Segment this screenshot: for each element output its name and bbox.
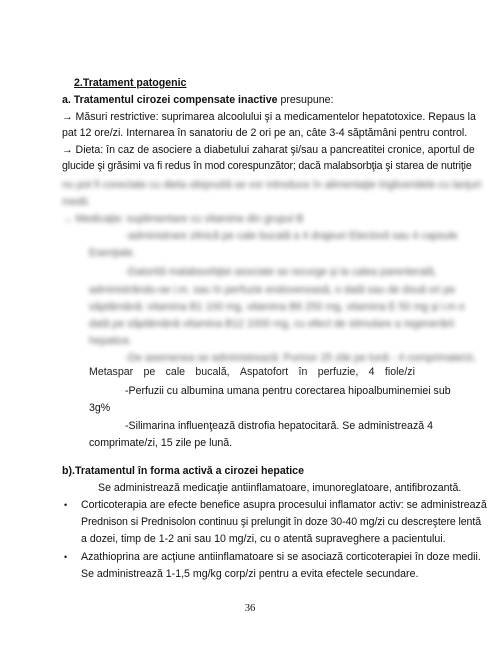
paragraph-dieta-line-3-blurred: nu pot fi corectate cu dieta obişnuită se vor introduce în alimentaţie trigliceridele cu lanţuri bbox=[62, 179, 482, 191]
blurred-line-3: -Datorită malabsorbţiei asociate se recurge şi la calea parenterală, bbox=[125, 266, 437, 278]
blurred-line-7: hepatice. bbox=[89, 335, 132, 347]
paragraph-dieta-line-1: → Dieta: în caz de asociere a diabetului zaharat şi/sau a pancreatitei cronice, aportul de bbox=[62, 144, 475, 156]
bullet1-line-3: a dozei, timp de 1-2 ani sau 10 mg/zi, cu o atentă supraveghere a pacientului. bbox=[81, 533, 446, 545]
arrow-icon: → bbox=[62, 144, 73, 156]
metaspar-line: Metaspar pe cale bucală, Aspatofort în perfuzie, 4 fiole/zi bbox=[89, 366, 415, 378]
blurred-line-2: Esenţiale. bbox=[89, 247, 136, 259]
blurred-line-5: săptămână: vitamina B1 100 mg, vitamina B6 250 mg, vitamina E 50 mg şi i.m o bbox=[89, 301, 465, 313]
bullet1-line-2: Prednison si Prednisolon continuu şi prelungit în doze 30-40 mg/zi cu descreştere lentă bbox=[81, 516, 481, 528]
section-heading-patogenic: 2.Tratament patogenic bbox=[74, 77, 187, 89]
subheading-ciroza-compensata bbox=[62, 94, 333, 107]
arrow-icon: → bbox=[62, 213, 73, 225]
perfuzii-line-1: -Perfuzii cu albumina umana pentru corectarea hipoalbuminemiei sub bbox=[125, 385, 451, 397]
subheading-rest: presupune: bbox=[277, 94, 334, 106]
paragraph-masuri-line-1: → Măsuri restrictive: suprimarea alcoolului şi a medicamentelor hepatotoxice. Repaus la bbox=[62, 111, 476, 123]
bullet-icon: • bbox=[64, 500, 68, 510]
blurred-line-6: dată pe săptămână vitamina B12 1000 mg, cu efect de stimulare a regenerării bbox=[89, 318, 455, 330]
blurred-line-1: -administrare zilnică pe cale bucală a 4 drajeuri Electovit sau 4 capsule bbox=[125, 230, 458, 242]
subheading-bold: a. Tratamentul cirozei compensate inactive bbox=[62, 94, 278, 106]
blurred-line-8: -De asemenea se administrează: Purinor 25 zile pe lună - 4 comprimate/zi, bbox=[125, 352, 476, 364]
paragraph-dieta-line-2: glucide şi grăsimi va fi redus în mod corespunzător; dacă malabsorbţia şi starea de nutriţie bbox=[62, 160, 472, 172]
arrow-icon: → bbox=[62, 111, 73, 123]
bullet2-line-2: Se administrează 1-1,5 mg/kg corp/zi pentru a evita efectele secundare. bbox=[81, 568, 419, 580]
blurred-line-4: administrându-se i.m. sau în perfuzie endovenoasă, o dată sau de două ori pe bbox=[89, 284, 456, 296]
silimarina-line-1: -Silimarina influenţează distrofia hepatocitară. Se administrează 4 bbox=[125, 420, 433, 432]
paragraph-dieta-line-4-blurred: medii. bbox=[62, 196, 91, 208]
bullet1-line-1: Corticoterapia are efecte benefice asupra procesului inflamator activ: se administrează bbox=[81, 499, 487, 511]
page-number: 36 bbox=[244, 603, 256, 614]
section-heading-forma-activa: b).Tratamentul în forma activă a cirozei hepatice bbox=[62, 465, 304, 477]
silimarina-line-2: comprimate/zi, 15 zile pe lună. bbox=[89, 437, 233, 449]
bullet-icon: • bbox=[64, 552, 68, 562]
paragraph-masuri-line-2: pat 12 ore/zi. Internarea în sanatoriu de 2 ori pe an, câte 3-4 săptămâni pentru control. bbox=[62, 127, 468, 139]
paragraph-medicatie-line-blurred: → Medicaţie: suplimentare cu vitamine din grupul B bbox=[62, 213, 304, 225]
section2-intro: Se administrează medicaţie antiinflamatoare, imunoreglatoare, antifibrozantă. bbox=[98, 482, 462, 494]
perfuzii-line-2: 3g% bbox=[89, 402, 111, 414]
bullet2-line-1: Azathioprina are acţiune antiinflamatoare si se asociază corticoterapiei în doze medii. bbox=[81, 551, 481, 563]
